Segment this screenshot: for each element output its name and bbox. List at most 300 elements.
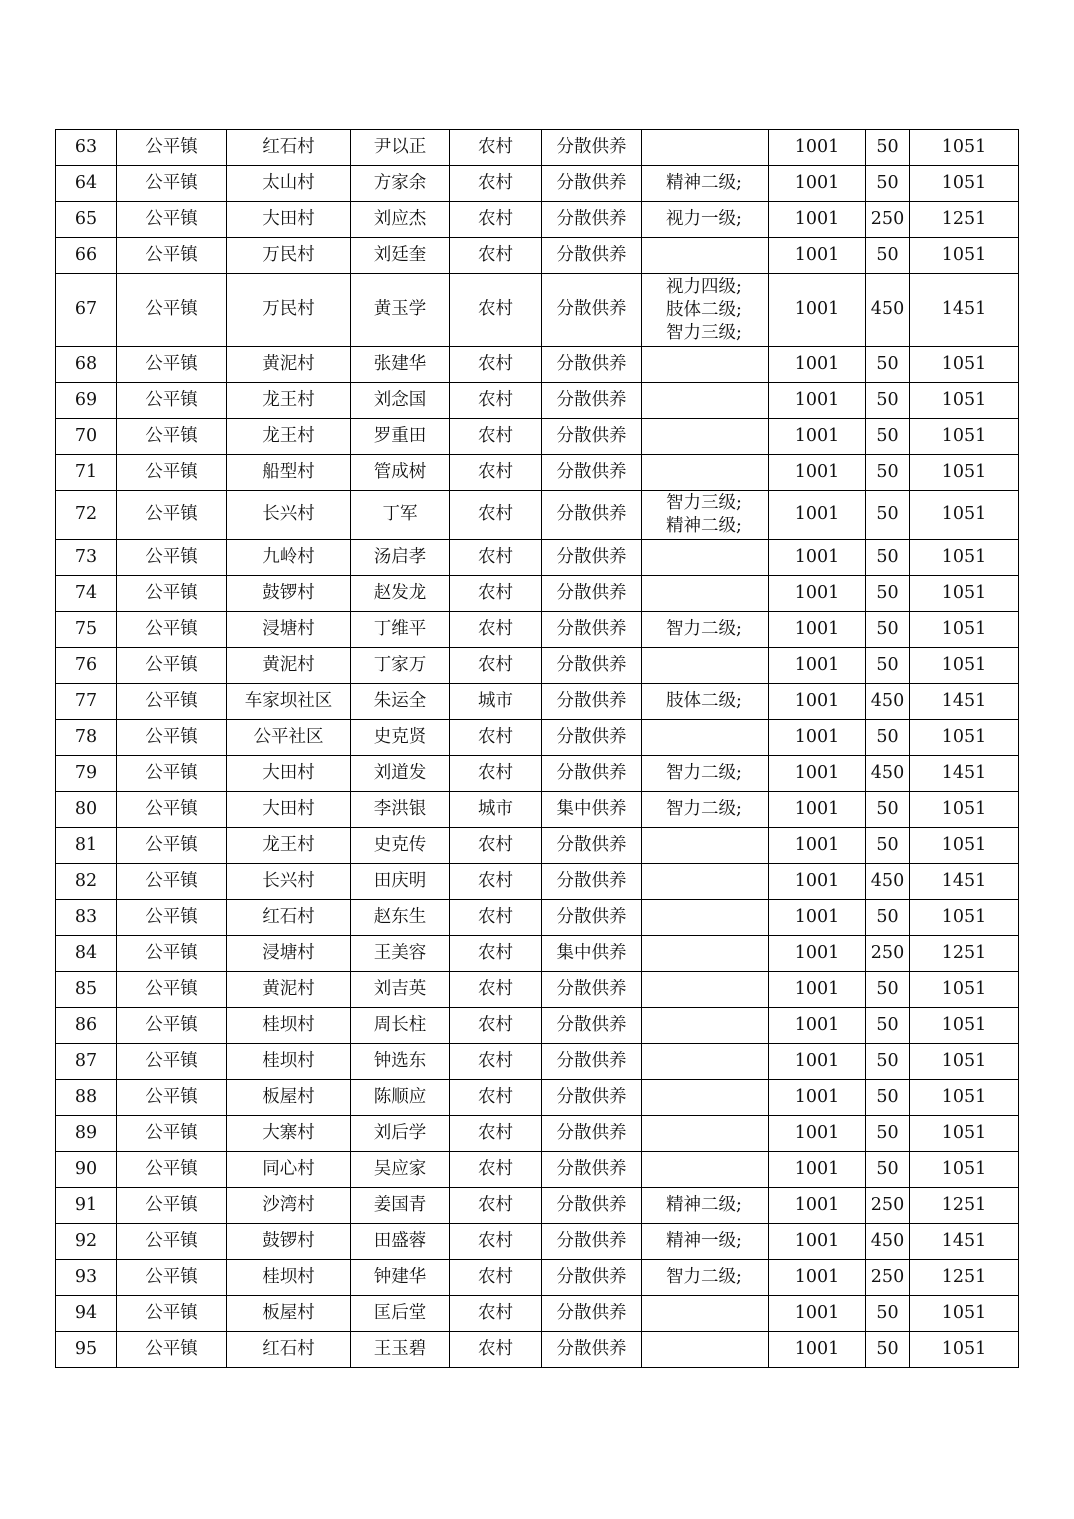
row-number-cell: 75 [56,612,117,648]
village-cell: 公平社区 [227,720,351,756]
name-cell: 赵东生 [351,900,450,936]
row-number-cell: 83 [56,900,117,936]
support-mode-cell: 集中供养 [542,936,642,972]
disability-cell [642,347,769,383]
support-mode-cell: 分散供养 [542,419,642,455]
base-amount-cell: 1001 [769,1260,866,1296]
support-mode-cell: 分散供养 [542,1260,642,1296]
support-mode-cell: 分散供养 [542,383,642,419]
area-type-cell: 农村 [450,347,542,383]
total-amount-cell: 1251 [910,936,1019,972]
support-mode-cell: 分散供养 [542,1224,642,1260]
base-amount-cell: 1001 [769,166,866,202]
area-type-cell: 农村 [450,1260,542,1296]
town-cell: 公平镇 [117,419,227,455]
area-type-cell: 农村 [450,720,542,756]
total-amount-cell: 1051 [910,576,1019,612]
extra-amount-cell: 50 [866,455,910,491]
name-cell: 尹以正 [351,130,450,166]
base-amount-cell: 1001 [769,1080,866,1116]
row-number-cell: 88 [56,1080,117,1116]
table-row [56,383,1019,419]
disability-cell [642,1260,769,1296]
base-amount-cell: 1001 [769,648,866,684]
support-mode-cell: 集中供养 [542,792,642,828]
base-amount-cell: 1001 [769,720,866,756]
area-type-cell: 农村 [450,1224,542,1260]
extra-amount-cell: 50 [866,383,910,419]
row-number-cell: 64 [56,166,117,202]
village-cell: 板屋村 [227,1296,351,1332]
disability-cell [642,720,769,756]
row-number-cell: 84 [56,936,117,972]
disability-cell [642,1296,769,1332]
town-cell: 公平镇 [117,1080,227,1116]
disability-line: 智力二级; [666,763,742,783]
town-cell: 公平镇 [117,202,227,238]
table-row [56,347,1019,383]
total-amount-cell: 1051 [910,972,1019,1008]
total-amount-cell: 1051 [910,166,1019,202]
village-cell: 车家坝社区 [227,684,351,720]
row-number-cell: 76 [56,648,117,684]
support-mode-cell: 分散供养 [542,1332,642,1368]
village-cell: 红石村 [227,900,351,936]
name-cell: 钟选东 [351,1044,450,1080]
name-cell: 王玉碧 [351,1332,450,1368]
disability-cell [642,1224,769,1260]
total-amount-cell: 1451 [910,756,1019,792]
village-cell: 鼓锣村 [227,1224,351,1260]
name-cell: 姜国青 [351,1188,450,1224]
name-cell: 朱运全 [351,684,450,720]
name-cell: 张建华 [351,347,450,383]
table-row [56,684,1019,720]
name-cell: 丁军 [351,491,450,540]
row-number-cell: 82 [56,864,117,900]
disability-cell [642,540,769,576]
total-amount-cell: 1051 [910,1008,1019,1044]
base-amount-cell: 1001 [769,864,866,900]
disability-line: 智力二级; [666,799,742,819]
area-type-cell: 农村 [450,166,542,202]
town-cell: 公平镇 [117,455,227,491]
support-mode-cell: 分散供养 [542,972,642,1008]
support-mode-cell: 分散供养 [542,130,642,166]
name-cell: 赵发龙 [351,576,450,612]
table-row [56,1332,1019,1368]
area-type-cell: 农村 [450,540,542,576]
village-cell: 黄泥村 [227,347,351,383]
disability-line: 肢体二级; [666,691,742,711]
total-amount-cell: 1051 [910,612,1019,648]
town-cell: 公平镇 [117,130,227,166]
disability-line: 智力三级; [666,322,742,343]
area-type-cell: 农村 [450,864,542,900]
extra-amount-cell: 250 [866,1260,910,1296]
row-number-cell: 95 [56,1332,117,1368]
support-mode-cell: 分散供养 [542,491,642,540]
support-mode-cell: 分散供养 [542,648,642,684]
base-amount-cell: 1001 [769,756,866,792]
base-amount-cell: 1001 [769,238,866,274]
town-cell: 公平镇 [117,576,227,612]
town-cell: 公平镇 [117,274,227,347]
table-row [56,1008,1019,1044]
disability-cell [642,900,769,936]
disability-line: 精神一级; [666,1231,742,1251]
table-row [56,648,1019,684]
town-cell: 公平镇 [117,864,227,900]
base-amount-cell: 1001 [769,1116,866,1152]
total-amount-cell: 1051 [910,419,1019,455]
town-cell: 公平镇 [117,792,227,828]
extra-amount-cell: 50 [866,792,910,828]
disability-line: 精神二级; [666,516,742,536]
name-cell: 田庆明 [351,864,450,900]
extra-amount-cell: 50 [866,1332,910,1368]
name-cell: 吴应家 [351,1152,450,1188]
support-mode-cell: 分散供养 [542,576,642,612]
support-mode-cell: 分散供养 [542,455,642,491]
area-type-cell: 农村 [450,419,542,455]
disability-line: 视力一级; [666,209,742,229]
row-number-cell: 80 [56,792,117,828]
support-mode-cell: 分散供养 [542,684,642,720]
town-cell: 公平镇 [117,1260,227,1296]
area-type-cell: 农村 [450,576,542,612]
town-cell: 公平镇 [117,684,227,720]
extra-amount-cell: 450 [866,756,910,792]
table-body [56,130,1019,1368]
village-cell: 桂坝村 [227,1008,351,1044]
village-cell: 沙湾村 [227,1188,351,1224]
subsidy-table [55,129,1019,1368]
name-cell: 刘廷奎 [351,238,450,274]
extra-amount-cell: 50 [866,1044,910,1080]
village-cell: 大田村 [227,792,351,828]
row-number-cell: 79 [56,756,117,792]
town-cell: 公平镇 [117,1116,227,1152]
table-row [56,1260,1019,1296]
row-number-cell: 89 [56,1116,117,1152]
total-amount-cell: 1051 [910,792,1019,828]
area-type-cell: 农村 [450,1332,542,1368]
village-cell: 太山村 [227,166,351,202]
row-number-cell: 78 [56,720,117,756]
town-cell: 公平镇 [117,238,227,274]
extra-amount-cell: 50 [866,612,910,648]
name-cell: 汤启孝 [351,540,450,576]
total-amount-cell: 1051 [910,347,1019,383]
disability-cell [642,828,769,864]
row-number-cell: 85 [56,972,117,1008]
disability-cell [642,238,769,274]
table-row [56,1044,1019,1080]
total-amount-cell: 1051 [910,1296,1019,1332]
town-cell: 公平镇 [117,720,227,756]
village-cell: 大田村 [227,756,351,792]
row-number-cell: 67 [56,274,117,347]
base-amount-cell: 1001 [769,491,866,540]
disability-cell [642,864,769,900]
table-row [56,756,1019,792]
base-amount-cell: 1001 [769,972,866,1008]
disability-cell [642,1116,769,1152]
village-cell: 红石村 [227,1332,351,1368]
row-number-cell: 94 [56,1296,117,1332]
village-cell: 九岭村 [227,540,351,576]
base-amount-cell: 1001 [769,612,866,648]
area-type-cell: 农村 [450,756,542,792]
total-amount-cell: 1451 [910,864,1019,900]
total-amount-cell: 1051 [910,540,1019,576]
support-mode-cell: 分散供养 [542,238,642,274]
disability-cell [642,576,769,612]
extra-amount-cell: 50 [866,900,910,936]
row-number-cell: 73 [56,540,117,576]
name-cell: 丁家万 [351,648,450,684]
village-cell: 龙王村 [227,383,351,419]
disability-cell [642,1188,769,1224]
extra-amount-cell: 50 [866,419,910,455]
extra-amount-cell: 50 [866,1008,910,1044]
name-cell: 匡后堂 [351,1296,450,1332]
total-amount-cell: 1051 [910,383,1019,419]
village-cell: 黄泥村 [227,648,351,684]
base-amount-cell: 1001 [769,900,866,936]
area-type-cell: 农村 [450,455,542,491]
base-amount-cell: 1001 [769,347,866,383]
village-cell: 万民村 [227,274,351,347]
row-number-cell: 72 [56,491,117,540]
base-amount-cell: 1001 [769,1224,866,1260]
extra-amount-cell: 50 [866,648,910,684]
table-row [56,540,1019,576]
total-amount-cell: 1051 [910,900,1019,936]
table-row [56,792,1019,828]
total-amount-cell: 1451 [910,1224,1019,1260]
town-cell: 公平镇 [117,756,227,792]
base-amount-cell: 1001 [769,1044,866,1080]
disability-cell [642,648,769,684]
support-mode-cell: 分散供养 [542,828,642,864]
total-amount-cell: 1051 [910,648,1019,684]
table-row [56,1296,1019,1332]
village-cell: 同心村 [227,1152,351,1188]
village-cell: 红石村 [227,130,351,166]
town-cell: 公平镇 [117,1152,227,1188]
village-cell: 浸塘村 [227,936,351,972]
base-amount-cell: 1001 [769,828,866,864]
total-amount-cell: 1051 [910,491,1019,540]
village-cell: 板屋村 [227,1080,351,1116]
village-cell: 桂坝村 [227,1044,351,1080]
base-amount-cell: 1001 [769,130,866,166]
area-type-cell: 农村 [450,274,542,347]
table-row [56,900,1019,936]
disability-cell [642,419,769,455]
village-cell: 船型村 [227,455,351,491]
support-mode-cell: 分散供养 [542,540,642,576]
row-number-cell: 65 [56,202,117,238]
extra-amount-cell: 50 [866,130,910,166]
table-row [56,238,1019,274]
table-row [56,864,1019,900]
disability-cell [642,455,769,491]
extra-amount-cell: 250 [866,1188,910,1224]
extra-amount-cell: 50 [866,540,910,576]
village-cell: 万民村 [227,238,351,274]
area-type-cell: 农村 [450,1044,542,1080]
name-cell: 刘应杰 [351,202,450,238]
name-cell: 管成树 [351,455,450,491]
town-cell: 公平镇 [117,1296,227,1332]
support-mode-cell: 分散供养 [542,1296,642,1332]
name-cell: 钟建华 [351,1260,450,1296]
table-row [56,828,1019,864]
table-row [56,1116,1019,1152]
base-amount-cell: 1001 [769,274,866,347]
row-number-cell: 81 [56,828,117,864]
row-number-cell: 63 [56,130,117,166]
area-type-cell: 农村 [450,238,542,274]
area-type-cell: 农村 [450,1188,542,1224]
disability-cell [642,936,769,972]
row-number-cell: 87 [56,1044,117,1080]
extra-amount-cell: 50 [866,347,910,383]
area-type-cell: 农村 [450,648,542,684]
total-amount-cell: 1051 [910,1152,1019,1188]
table-row [56,491,1019,540]
disability-cell [642,792,769,828]
extra-amount-cell: 50 [866,972,910,1008]
name-cell: 罗重田 [351,419,450,455]
village-cell: 黄泥村 [227,972,351,1008]
disability-cell [642,130,769,166]
disability-cell [642,972,769,1008]
table-row [56,1080,1019,1116]
row-number-cell: 71 [56,455,117,491]
name-cell: 刘道发 [351,756,450,792]
table-row [56,274,1019,347]
table-row [56,720,1019,756]
table-row [56,130,1019,166]
town-cell: 公平镇 [117,1224,227,1260]
disability-cell [642,1332,769,1368]
area-type-cell: 农村 [450,202,542,238]
town-cell: 公平镇 [117,383,227,419]
row-number-cell: 92 [56,1224,117,1260]
base-amount-cell: 1001 [769,1008,866,1044]
base-amount-cell: 1001 [769,936,866,972]
disability-line: 智力二级; [666,619,742,639]
disability-cell [642,684,769,720]
base-amount-cell: 1001 [769,1332,866,1368]
total-amount-cell: 1251 [910,202,1019,238]
support-mode-cell: 分散供养 [542,1152,642,1188]
base-amount-cell: 1001 [769,540,866,576]
village-cell: 长兴村 [227,491,351,540]
town-cell: 公平镇 [117,1008,227,1044]
disability-cell [642,612,769,648]
disability-cell [642,1044,769,1080]
town-cell: 公平镇 [117,972,227,1008]
name-cell: 丁维平 [351,612,450,648]
disability-cell [642,1152,769,1188]
village-cell: 龙王村 [227,419,351,455]
base-amount-cell: 1001 [769,455,866,491]
table-row [56,1188,1019,1224]
disability-cell [642,756,769,792]
area-type-cell: 农村 [450,383,542,419]
table-row [56,576,1019,612]
base-amount-cell: 1001 [769,684,866,720]
total-amount-cell: 1451 [910,684,1019,720]
name-cell: 方家余 [351,166,450,202]
name-cell: 黄玉学 [351,274,450,347]
extra-amount-cell: 450 [866,1224,910,1260]
town-cell: 公平镇 [117,828,227,864]
disability-cell [642,1008,769,1044]
base-amount-cell: 1001 [769,1152,866,1188]
extra-amount-cell: 250 [866,202,910,238]
extra-amount-cell: 50 [866,1080,910,1116]
town-cell: 公平镇 [117,936,227,972]
area-type-cell: 农村 [450,900,542,936]
base-amount-cell: 1001 [769,1188,866,1224]
disability-line: 肢体二级; [666,299,742,320]
extra-amount-cell: 450 [866,684,910,720]
total-amount-cell: 1051 [910,238,1019,274]
area-type-cell: 城市 [450,792,542,828]
row-number-cell: 93 [56,1260,117,1296]
area-type-cell: 农村 [450,1296,542,1332]
support-mode-cell: 分散供养 [542,612,642,648]
total-amount-cell: 1251 [910,1188,1019,1224]
support-mode-cell: 分散供养 [542,1044,642,1080]
table-row [56,419,1019,455]
table-row [56,1224,1019,1260]
disability-cell [642,202,769,238]
disability-cell [642,166,769,202]
extra-amount-cell: 50 [866,720,910,756]
area-type-cell: 农村 [450,1008,542,1044]
extra-amount-cell: 50 [866,166,910,202]
total-amount-cell: 1251 [910,1260,1019,1296]
village-cell: 大寨村 [227,1116,351,1152]
town-cell: 公平镇 [117,900,227,936]
total-amount-cell: 1051 [910,828,1019,864]
village-cell: 龙王村 [227,828,351,864]
disability-line: 精神二级; [666,1195,742,1215]
base-amount-cell: 1001 [769,383,866,419]
name-cell: 周长柱 [351,1008,450,1044]
area-type-cell: 农村 [450,1116,542,1152]
area-type-cell: 城市 [450,684,542,720]
base-amount-cell: 1001 [769,1296,866,1332]
name-cell: 田盛蓉 [351,1224,450,1260]
row-number-cell: 66 [56,238,117,274]
area-type-cell: 农村 [450,130,542,166]
support-mode-cell: 分散供养 [542,1188,642,1224]
town-cell: 公平镇 [117,540,227,576]
table-row [56,166,1019,202]
base-amount-cell: 1001 [769,792,866,828]
support-mode-cell: 分散供养 [542,166,642,202]
extra-amount-cell: 450 [866,864,910,900]
total-amount-cell: 1051 [910,720,1019,756]
